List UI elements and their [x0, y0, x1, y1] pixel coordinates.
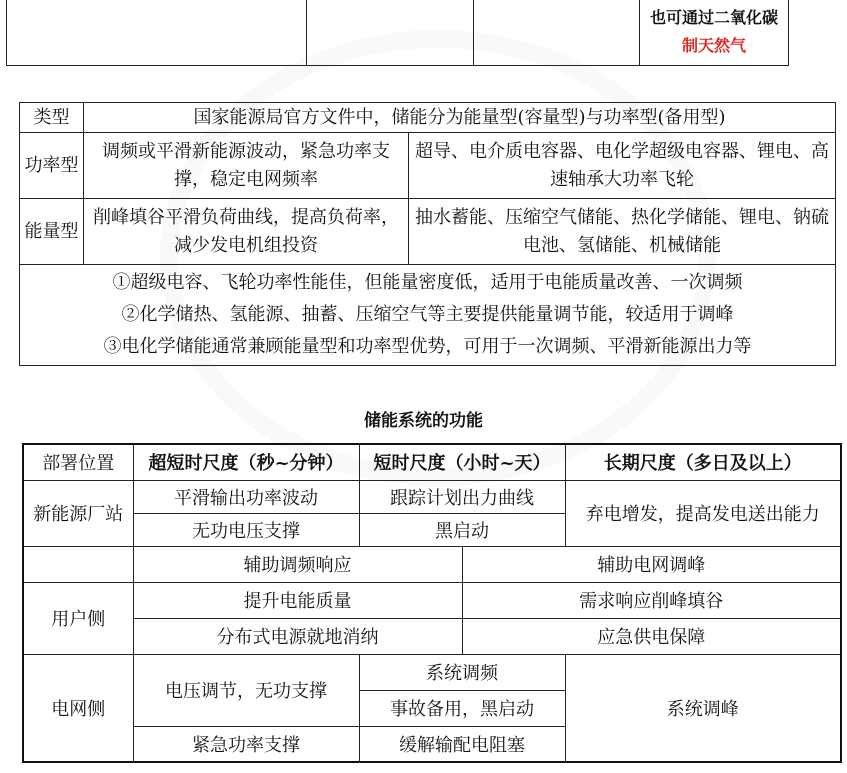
functions-title: 储能系统的功能 [364, 411, 483, 431]
power-type-label: 功率型 [20, 133, 84, 199]
user-label: 用户侧 [23, 582, 133, 654]
note-prefix: 也可通过二氧化碳 [649, 8, 778, 27]
table-row [20, 103, 836, 133]
cell-congestion: 缓解输配电阻塞 [359, 726, 565, 762]
cell-smooth-output: 平滑输出功率波动 [133, 480, 359, 513]
table-row [20, 133, 836, 199]
note-line: ②化学储热、氢能源、抽蓄、压缩空气等主要提供能量调节能，较适用于调峰 [121, 304, 734, 325]
table-row [23, 444, 841, 480]
type-header-label: 类型 [20, 103, 84, 133]
table-row [23, 618, 841, 654]
cell-demand-response: 需求响应削峰填谷 [462, 582, 841, 618]
cell-distributed: 分布式电源就地消纳 [133, 618, 462, 654]
cell-voltage-reg: 电压调节，无功支撑 [133, 654, 359, 726]
energy-type-label: 能量型 [20, 199, 84, 265]
cell-sys-peak: 系统调峰 [565, 654, 841, 762]
top-fragment-table [6, 0, 789, 66]
grid-label: 电网侧 [23, 654, 133, 762]
table-row [20, 265, 836, 366]
cell-curtail: 弃电增发，提高发电送出能力 [565, 480, 841, 546]
cell-sys-freq: 系统调频 [359, 654, 565, 690]
cell-backup: 事故备用，黑启动 [359, 690, 565, 726]
empty-cell [474, 0, 640, 66]
cell-reactive-support: 无功电压支撑 [133, 513, 359, 546]
header-long: 长期尺度（多日及以上） [565, 444, 841, 480]
type-header-text: 国家能源局官方文件中，储能分为能量型(容量型)与功率型(备用型) [84, 103, 836, 133]
energy-type-function: 削峰填谷平滑负荷曲线，提高负荷率，减少发电机组投资 [84, 199, 409, 265]
empty-cell [7, 0, 307, 66]
empty-cell [307, 0, 474, 66]
storage-type-table [19, 102, 836, 366]
power-type-function: 调频或平滑新能源波动，紧急功率支撑，稳定电网频率 [84, 133, 409, 199]
table-row [23, 480, 841, 513]
table-row [7, 0, 789, 66]
table-row [20, 199, 836, 265]
note-line: ③电化学储能通常兼顾能量型和功率型优势，可用于一次调频、平滑新能源出力等 [103, 336, 752, 357]
co2-note-cell [640, 0, 789, 66]
table-row [23, 546, 841, 582]
header-short: 短时尺度（小时~天） [359, 444, 565, 480]
note-highlight: 制天然气 [681, 36, 746, 55]
energy-type-tech: 抽水蓄能、压缩空气储能、热化学储能、锂电、钠硫电池、氢储能、机械储能 [409, 199, 836, 265]
header-location: 部署位置 [23, 444, 133, 480]
type-notes [20, 265, 836, 366]
cell-power-quality: 提升电能质量 [133, 582, 462, 618]
empty-cell [23, 546, 133, 582]
cell-emergency-power: 紧急功率支撑 [133, 726, 359, 762]
cell-black-start: 黑启动 [359, 513, 565, 546]
cell-aux-peak: 辅助电网调峰 [462, 546, 841, 582]
table-row [23, 582, 841, 618]
table-row [23, 654, 841, 690]
storage-functions-table [22, 443, 842, 763]
power-type-tech: 超导、电介质电容器、电化学超级电容器、锂电、高速轴承大功率飞轮 [409, 133, 836, 199]
cell-track-plan: 跟踪计划出力曲线 [359, 480, 565, 513]
header-ultra-short: 超短时尺度（秒~分钟） [133, 444, 359, 480]
cell-emergency-supply: 应急供电保障 [462, 618, 841, 654]
cell-aux-freq: 辅助调频响应 [133, 546, 462, 582]
renewable-label: 新能源厂站 [23, 480, 133, 546]
note-line: ①超级电容、飞轮功率性能佳，但能量密度低，适用于电能质量改善、一次调频 [112, 272, 743, 293]
